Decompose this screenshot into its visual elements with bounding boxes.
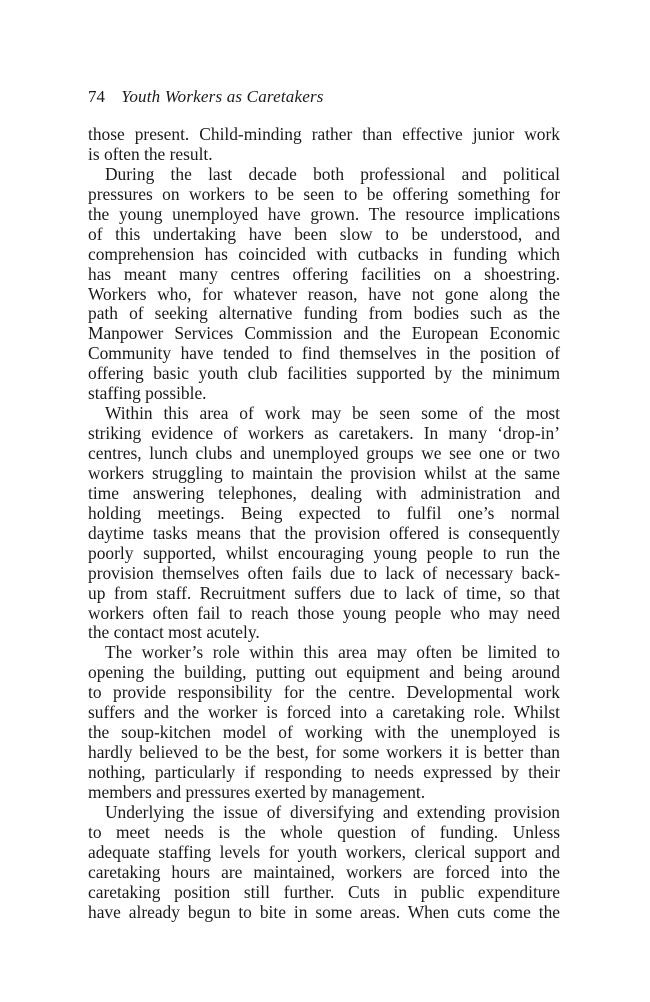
text-line: striking evidence of workers as caretakers. In many ‘drop-in’ [88,423,560,444]
text-line: has meant many centres offering facilities on a shoestring. [88,263,560,284]
text-line: nothing, particularly if responding to needs expressed by their [88,762,560,782]
text-line: caretaking position still further. Cuts in public expenditure [88,881,560,902]
text-line: path of seeking alternative funding from bodies such as the [88,303,560,324]
text-line: to provide responsibility for the centre. Developmental work [88,682,560,703]
text-line: caretaking hours are maintained, workers are forced into the [88,861,560,882]
text-line: those present. Child-minding rather than effective junior work [88,124,560,144]
body-text [88,125,560,923]
text-line: up from staff. Recruitment suffers due to lack of time, so that [88,582,560,603]
text-line: suffers and the worker is forced into a caretaking role. Whilst [88,702,560,723]
text-line: time answering telephones, dealing with administration and [88,482,560,503]
text-line: Workers who, for whatever reason, have not gone along the [88,283,560,304]
text-line: the soup-kitchen model of working with the unemployed is [88,722,560,743]
paragraph-first-line: The worker’s role within this area may often be limited to [105,642,560,663]
text-line: members and pressures exerted by management. [88,781,426,802]
text-line: workers often fail to reach those young people who may need [88,602,560,623]
text-line: is often the result. [88,143,213,164]
book-title: Youth Workers as Caretakers [121,87,324,106]
text-line: offering basic youth club facilities supported by the minimum [88,363,560,384]
text-line: the young unemployed have grown. The resource implications [88,203,560,224]
text-line: poorly supported, whilst encouraging young people to run the [88,542,560,563]
paragraph-first-line: Within this area of work may be seen some of the most [105,403,560,424]
text-line: of this undertaking have been slow to be understood, and [88,223,560,244]
text-line: to meet needs is the whole question of funding. Unless [88,821,560,842]
text-line: staffing possible. [88,383,207,404]
text-line: Community have tended to find themselves in the position of [88,343,560,364]
text-line: opening the building, putting out equipment and being around [88,662,560,683]
text-line: Manpower Services Commission and the European Economic [88,323,560,344]
page-number: 74 [88,87,105,106]
text-line: comprehension has coincided with cutbacks in funding which [88,243,560,264]
text-line: have already begun to bite in some areas. When cuts come the [88,901,560,922]
paragraph-first-line: Underlying the issue of diversifying and extending provision [105,801,560,822]
book-page [88,86,560,923]
text-line: hardly believed to be the best, for some workers it is better than [88,742,560,763]
text-line: provision themselves often fails due to lack of necessary back- [88,562,560,583]
text-line: holding meetings. Being expected to fulfil one’s normal [88,502,560,523]
running-head [88,86,560,108]
text-line: daytime tasks means that the provision offered is consequently [88,522,560,543]
paragraph-first-line: During the last decade both professional and political [105,163,560,184]
text-line: adequate staffing levels for youth workers, clerical support and [88,841,560,862]
text-line: pressures on workers to be seen to be offering something for [88,183,560,204]
text-line: the contact most acutely. [88,622,260,643]
text-line: workers struggling to maintain the provision whilst at the same [88,462,560,483]
text-line: centres, lunch clubs and unemployed groups we see one or two [88,443,560,463]
